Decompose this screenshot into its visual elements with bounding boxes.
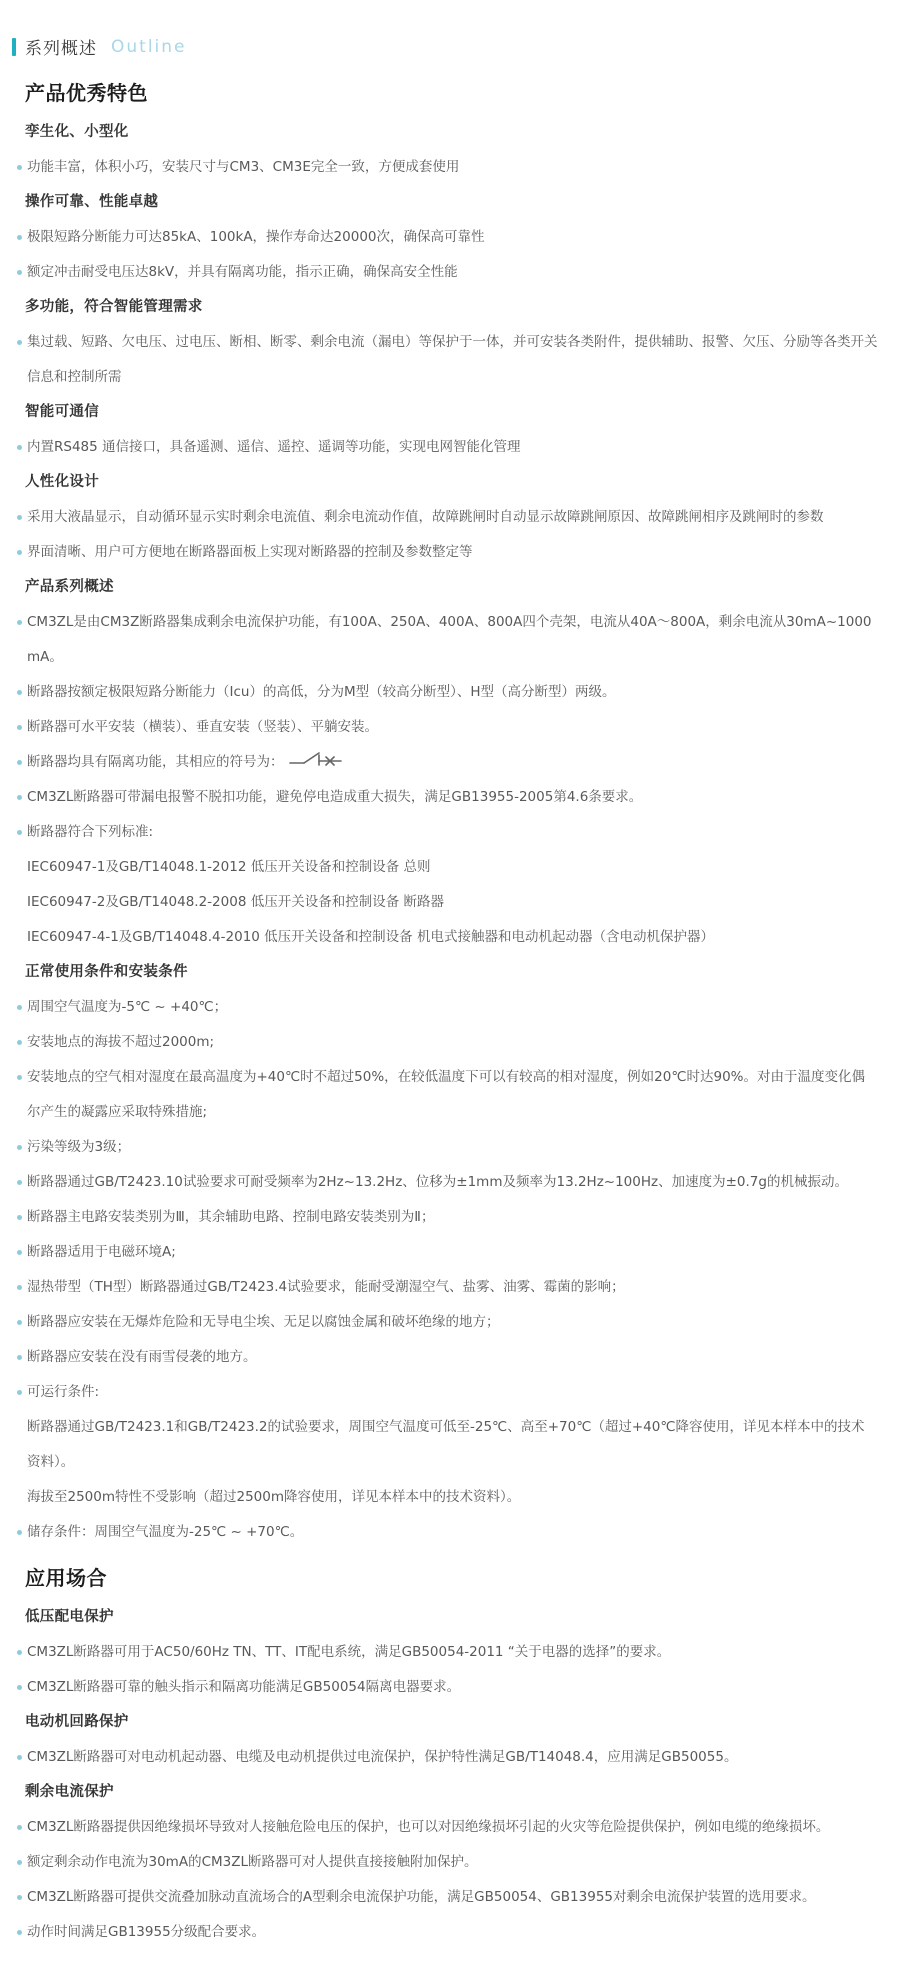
bullet-item [17, 745, 878, 780]
bullet-item-text: CM3ZL是由CM3Z断路器集成剩余电流保护功能，有100A、250A、400A、800A四个壳架，电流从40A～800A，剩余电流从30mA~1000mA。 [27, 614, 872, 665]
plain-line-text: IEC60947-1及GB/T14048.1-2012 低压开关设备和控制设备 总则 [27, 859, 431, 875]
page-title-cn: 系列概述 [25, 39, 97, 59]
sub-heading [17, 115, 878, 150]
sub-heading-text: 产品系列概述 [25, 579, 114, 595]
bullet-item-text: CM3ZL断路器可用于AC50/60Hz TN、TT、IT配电系统，满足GB50054-2011 “关于电器的选择”的要求。 [27, 1644, 671, 1660]
plain-line [17, 920, 878, 955]
bullet-item [17, 220, 878, 255]
bullet-item [17, 1165, 878, 1200]
section-header [0, 0, 900, 59]
bullet-item [17, 255, 878, 290]
plain-line-text: 断路器通过GB/T2423.1和GB/T2423.2的试验要求，周围空气温度可低至-25℃、高至+70℃（超过+40℃降容使用，详见本样本中的技术资料）。 [27, 1419, 865, 1470]
bullet-item-text: 额定冲击耐受电压达8kV，并具有隔离功能，指示正确，确保高安全性能 [27, 264, 458, 280]
bullet-item [17, 1200, 878, 1235]
bullet-item [17, 1235, 878, 1270]
sub-heading [17, 465, 878, 500]
bullet-item-text: CM3ZL断路器可靠的触头指示和隔离功能满足GB50054隔离电器要求。 [27, 1679, 461, 1695]
sub-heading [17, 1600, 878, 1635]
bullet-item [17, 1740, 878, 1775]
bullet-item-text: 动作时间满足GB13955分级配合要求。 [27, 1924, 266, 1940]
plain-line-text: IEC60947-2及GB/T14048.2-2008 低压开关设备和控制设备 断路器 [27, 894, 444, 910]
sub-heading-text: 智能可通信 [25, 404, 99, 420]
bullet-item [17, 1810, 878, 1845]
bullet-item-text: 内置RS485 通信接口，具备遥测、遥信、遥控、遥调等功能，实现电网智能化管理 [27, 439, 521, 455]
section-heading-text: 产品优秀特色 [25, 81, 148, 105]
sub-heading [17, 1775, 878, 1810]
bullet-item-text: 采用大液晶显示，自动循环显示实时剩余电流值、剩余电流动作值，故障跳闸时自动显示故障跳闸原因、故障跳闸相序及跳闸时的参数 [27, 509, 824, 525]
accent-bar [12, 38, 16, 56]
bullet-item-text: 断路器按额定极限短路分断能力（Icu）的高低，分为M型（较高分断型）、H型（高分断型）两级。 [27, 684, 616, 700]
page-title-en: Outline [111, 36, 187, 57]
bullet-item [17, 1880, 878, 1915]
bullet-item-text: 断路器适用于电磁环境A; [27, 1244, 176, 1260]
plain-line [17, 1410, 878, 1480]
plain-line [17, 850, 878, 885]
sub-heading-text: 剩余电流保护 [25, 1784, 114, 1800]
sub-heading [17, 955, 878, 990]
sub-heading-text: 人性化设计 [25, 474, 99, 490]
document-body [17, 73, 878, 1950]
sub-heading-text: 孪生化、小型化 [25, 124, 129, 140]
bullet-item-text: 周围空气温度为-5℃ ~ +40℃； [27, 999, 228, 1015]
plain-line-text: IEC60947-4-1及GB/T14048.4-2010 低压开关设备和控制设备 机电式接触器和电动机起动器（含电动机保护器） [27, 929, 714, 945]
bullet-item-text: CM3ZL断路器提供因绝缘损坏导致对人接触危险电压的保护，也可以对因绝缘损坏引起的火灾等危险提供保护，例如电缆的绝缘损坏。 [27, 1819, 830, 1835]
bullet-item-text: 安装地点的海拔不超过2000m; [27, 1034, 215, 1050]
bullet-item [17, 1130, 878, 1165]
isolation-breaker-symbol [288, 748, 344, 770]
plain-line [17, 1480, 878, 1515]
bullet-item-text: CM3ZL断路器可带漏电报警不脱扣功能，避免停电造成重大损失，满足GB13955-2005第4.6条要求。 [27, 789, 643, 805]
bullet-item-text: 断路器通过GB/T2423.10试验要求可耐受频率为2Hz~13.2Hz、位移为±1mm及频率为13.2Hz~100Hz、加速度为±0.7g的机械振动。 [27, 1174, 848, 1190]
bullet-item-text: 安装地点的空气相对湿度在最高温度为+40℃时不超过50%，在较低温度下可以有较高的相对湿度，例如20℃时达90%。对由于温度变化偶尔产生的凝露应采取特殊措施; [27, 1069, 866, 1120]
bullet-item [17, 500, 878, 535]
sub-heading [17, 1705, 878, 1740]
bullet-item [17, 1305, 878, 1340]
bullet-item [17, 1515, 878, 1550]
bullet-item [17, 1845, 878, 1880]
bullet-item-text: 断路器均具有隔离功能，其相应的符号为： [27, 754, 284, 770]
sub-heading-text: 操作可靠、性能卓越 [25, 194, 159, 210]
bullet-item-text: 可运行条件: [27, 1384, 100, 1400]
bullet-item-text: 断路器应安装在无爆炸危险和无导电尘埃、无足以腐蚀金属和破坏绝缘的地方； [27, 1314, 500, 1330]
bullet-item [17, 710, 878, 745]
plain-line-text: 海拔至2500m特性不受影响（超过2500m降容使用，详见本样本中的技术资料）。 [27, 1489, 521, 1505]
section-heading [17, 73, 878, 113]
bullet-item-text: 极限短路分断能力可达85kA、100kA，操作寿命达20000次，确保高可靠性 [27, 229, 485, 245]
bullet-item-text: 储存条件：周围空气温度为-25℃ ~ +70℃。 [27, 1524, 304, 1540]
bullet-item [17, 1270, 878, 1305]
bullet-item [17, 605, 878, 675]
sub-heading [17, 290, 878, 325]
bullet-item-text: 功能丰富，体积小巧，安装尺寸与CM3、CM3E完全一致，方便成套使用 [27, 159, 460, 175]
sub-heading [17, 395, 878, 430]
bullet-item [17, 430, 878, 465]
bullet-item-text: 断路器应安装在没有雨雪侵袭的地方。 [27, 1349, 257, 1365]
bullet-item-text: 断路器主电路安装类别为Ⅲ，其余辅助电路、控制电路安装类别为Ⅱ； [27, 1209, 435, 1225]
bullet-item [17, 1670, 878, 1705]
bullet-item-text: 界面清晰、用户可方便地在断路器面板上实现对断路器的控制及参数整定等 [27, 544, 473, 560]
bullet-item [17, 780, 878, 815]
sub-heading [17, 185, 878, 220]
bullet-item-text: 额定剩余动作电流为30mA的CM3ZL断路器可对人提供直接接触附加保护。 [27, 1854, 478, 1870]
bullet-item [17, 1025, 878, 1060]
bullet-item [17, 1060, 878, 1130]
section-heading [17, 1558, 878, 1598]
sub-heading-text: 电动机回路保护 [25, 1714, 129, 1730]
bullet-item-text: 集过载、短路、欠电压、过电压、断相、断零、剩余电流（漏电）等保护于一体，并可安装各类附件，提供辅助、报警、欠压、分励等各类开关信息和控制所需 [27, 334, 878, 385]
bullet-item-text: CM3ZL断路器可对电动机起动器、电缆及电动机提供过电流保护，保护特性满足GB/T14048.4，应用满足GB50055。 [27, 1749, 738, 1765]
sub-heading-text: 低压配电保护 [25, 1609, 114, 1625]
bullet-item [17, 535, 878, 570]
bullet-item [17, 675, 878, 710]
bullet-item [17, 325, 878, 395]
bullet-item [17, 1340, 878, 1375]
bullet-item-text: 污染等级为3级； [27, 1139, 131, 1155]
bullet-item [17, 990, 878, 1025]
sub-heading-text: 多功能，符合智能管理需求 [25, 299, 203, 315]
bullet-item-text: 湿热带型（TH型）断路器通过GB/T2423.4试验要求，能耐受潮湿空气、盐雾、油雾、霉菌的影响； [27, 1279, 625, 1295]
bullet-item-text: CM3ZL断路器可提供交流叠加脉动直流场合的A型剩余电流保护功能，满足GB50054、GB13955对剩余电流保护装置的选用要求。 [27, 1889, 816, 1905]
bullet-item [17, 1915, 878, 1950]
bullet-item [17, 1375, 878, 1410]
sub-heading-text: 正常使用条件和安装条件 [25, 964, 188, 980]
sub-heading [17, 570, 878, 605]
bullet-item-text: 断路器符合下列标准: [27, 824, 154, 840]
plain-line [17, 885, 878, 920]
bullet-item [17, 815, 878, 850]
section-heading-text: 应用场合 [25, 1566, 107, 1590]
bullet-item [17, 1635, 878, 1670]
bullet-item [17, 150, 878, 185]
bullet-item-text: 断路器可水平安装（横装）、垂直安装（竖装）、平躺安装。 [27, 719, 378, 735]
